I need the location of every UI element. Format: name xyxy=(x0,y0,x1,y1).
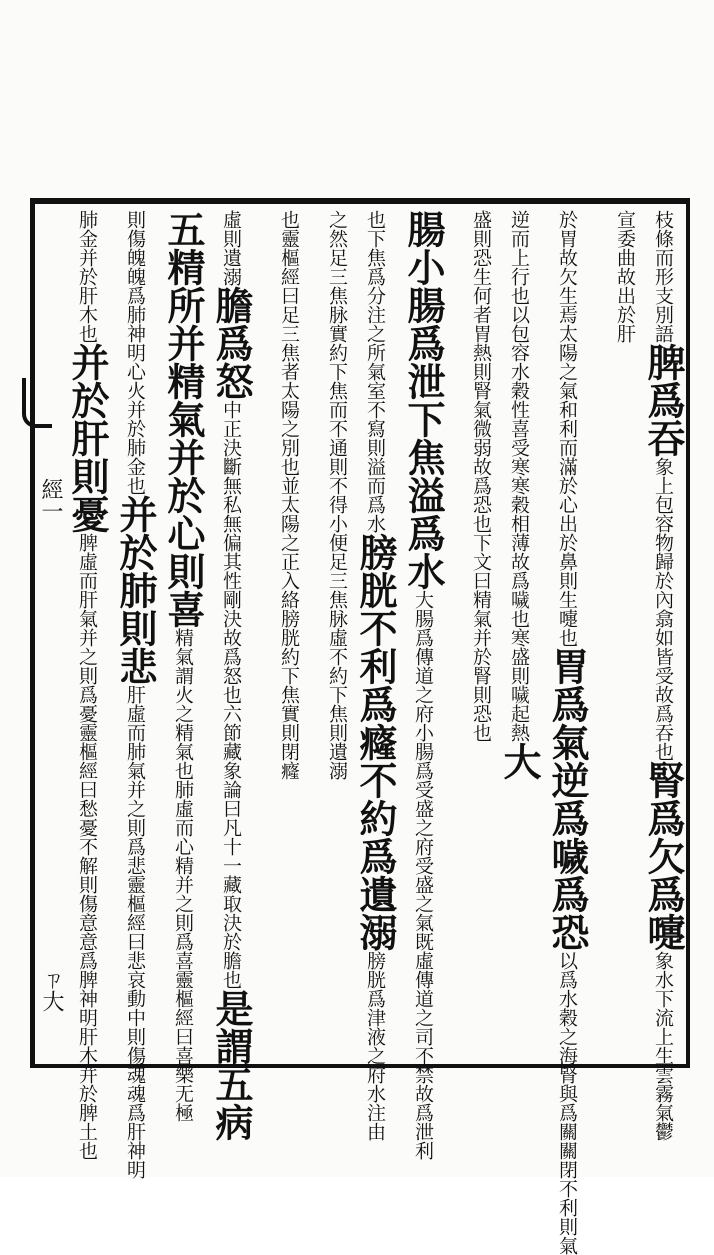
text-column xyxy=(448,210,490,1060)
main-text: 五精所并精氣并於心則喜 xyxy=(161,210,206,628)
text-column xyxy=(208,210,254,1141)
main-text: 膀胱不利爲癃不約爲遺溺 xyxy=(353,533,398,951)
margin-label: 經一 xyxy=(38,478,63,522)
commentary-text: 盛則恐生何者胃熱則腎氣微弱故爲恐也下文曰精氣并於腎則恐也 xyxy=(470,210,492,742)
commentary-text: 宣委曲故出於肝 xyxy=(614,210,636,343)
page-number: ㄗ大 xyxy=(39,968,64,1012)
text-column xyxy=(640,210,686,1141)
text-column xyxy=(256,210,298,1060)
commentary-text: 脾虛而肝氣并之則爲憂靈樞經曰愁憂不解則傷意意爲脾神明肝木并於脾土也 xyxy=(76,533,98,1160)
main-text: 腎爲欠爲嚏 xyxy=(641,761,686,951)
commentary-text: 於胃故欠生焉太陽之氣和利而滿於心出於鼻則生嚏也 xyxy=(556,210,578,647)
commentary-text: 膀胱爲津液之府水注由 xyxy=(364,951,386,1141)
text-column xyxy=(160,210,206,1122)
commentary-text: 以爲水穀之海腎與爲關關閉不利則氣 xyxy=(556,951,578,1255)
fish-tail-mark-icon xyxy=(22,378,52,428)
commentary-text: 大腸爲傳道之府小腸爲受盛之府受盛之氣既虛傳道之司不禁故爲泄利 xyxy=(412,590,434,1160)
commentary-text: 中正決斷無私無偏其性剛決故爲怒也六節藏象論曰凡十一藏取決於膽也 xyxy=(220,400,242,989)
commentary-text: 也靈樞經曰足三焦者太陽之別也並太陽之正入絡膀胱約下焦實則閉癃 xyxy=(278,210,300,780)
main-text: 脾爲吞 xyxy=(641,343,686,457)
text-column xyxy=(352,210,398,1141)
commentary-text: 枝條而形支別語 xyxy=(652,210,674,343)
text-column xyxy=(64,210,110,1160)
commentary-text: 精氣謂火之精氣也肺虛而心精并之則爲喜靈樞經曰喜樂无極 xyxy=(172,628,194,1122)
frame-top-border xyxy=(30,198,690,204)
main-text: 并於肝則憂 xyxy=(65,343,110,533)
commentary-text: 也下焦爲分注之所氣室不寫則溢而爲水 xyxy=(364,210,386,533)
main-text: 大 xyxy=(497,742,542,780)
commentary-text: 肺金并於肝木也 xyxy=(76,210,98,343)
main-text: 胃爲氣逆爲噦爲恐 xyxy=(545,647,590,951)
text-column xyxy=(496,210,542,1060)
main-text: 是謂五病 xyxy=(209,989,254,1141)
commentary-text: 之然足三焦脉實約下焦而不通則不得小便足三焦脉虛不約下焦則遺溺 xyxy=(326,210,348,780)
commentary-text: 象水下流上生雲霧氣鬱 xyxy=(652,951,674,1141)
main-text: 膽爲怒 xyxy=(209,286,254,400)
text-column xyxy=(400,210,446,1160)
frame-right-border xyxy=(686,198,690,1068)
text-column xyxy=(544,210,590,1255)
main-text: 腸小腸爲泄下焦溢爲水 xyxy=(401,210,446,590)
main-text: 并於肺則悲 xyxy=(113,495,158,685)
text-column xyxy=(592,210,634,1060)
commentary-text: 虛則遺溺 xyxy=(220,210,242,286)
commentary-text: 肝虛而肺氣并之則爲悲靈樞經曰悲哀動中則傷魂魂爲肝神明 xyxy=(124,685,146,1179)
text-column xyxy=(112,210,158,1179)
frame-left-border xyxy=(30,198,35,1068)
commentary-text: 逆而上行也以包容水穀性喜受寒寒穀相薄故爲噦也寒盛則噦起熱 xyxy=(508,210,530,742)
commentary-text: 象上包容物歸於內翕如皆受故爲吞也 xyxy=(652,457,674,761)
commentary-text: 則傷魄魄爲肺神明心火并於肺金也 xyxy=(124,210,146,495)
text-column xyxy=(304,210,346,1060)
